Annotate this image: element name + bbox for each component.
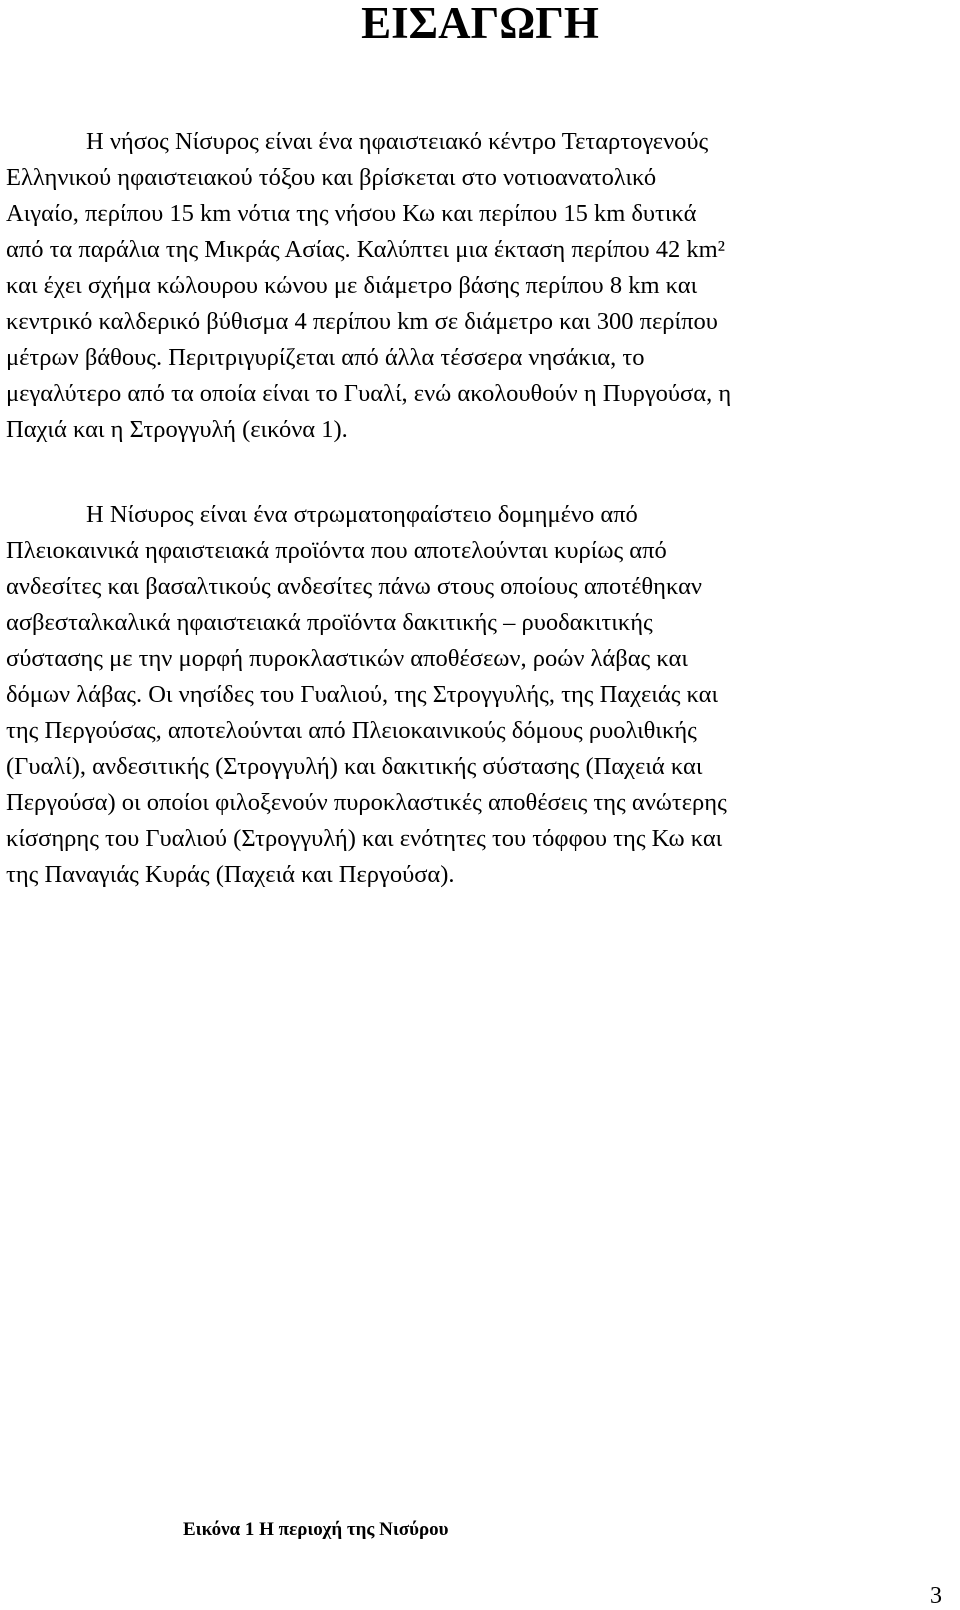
paragraph-line: και έχει σχήμα κώλουρου κώνου με διάμετρο βάσης περίπου 8 km και [6,272,698,299]
paragraph-line: Ελληνικού ηφαιστειακού τόξου και βρίσκεται στο νοτιοανατολικό [6,164,657,191]
paragraph-line: ασβεσταλκαλικά ηφαιστειακά προϊόντα δακιτικής – ρυοδακιτικής [6,609,653,636]
paragraph-line: κεντρικό καλδερικό βύθισμα 4 περίπου km σε διάμετρο και 300 περίπου [6,308,718,335]
page-title: ΕΙΣΑΓΩΓΗ [361,0,599,48]
paragraph-line: δόμων λάβας. Οι νησίδες του Γυαλιού, της Στρογγυλής, της Παχειάς και [6,681,719,708]
paragraph-line: Η Νίσυρος είναι ένα στρωματοηφαίστειο δομημένο από [86,501,638,528]
paragraph-line: μεγαλύτερο από τα οποία είναι το Γυαλί, ενώ ακολουθούν η Πυργούσα, η [6,380,732,407]
paragraph-line: Αιγαίο, περίπου 15 km νότια της νήσου Κω και περίπου 15 km δυτικά [6,200,697,227]
paragraph-line: Παχιά και η Στρογγυλή (εικόνα 1). [6,416,348,443]
paragraph-line: της Περγούσας, αποτελούνται από Πλειοκαινικούς δόμους ρυολιθικής [6,717,697,744]
paragraph-line: μέτρων βάθους. Περιτριγυρίζεται από άλλα τέσσερα νησάκια, το [6,344,645,371]
paragraph-line: (Γυαλί), ανδεσιτικής (Στρογγυλή) και δακιτικής σύστασης (Παχειά και [6,753,703,780]
paragraph-line: κίσσηρης του Γυαλιού (Στρογγυλή) και ενότητες του τόφφου της Κω και [6,825,723,852]
paragraph-intro [6,124,950,448]
paragraph-line: σύστασης με την μορφή πυροκλαστικών αποθέσεων, ροών λάβας και [6,645,688,672]
paragraph-geology [6,497,950,893]
paragraph-line: ανδεσίτες και βασαλτικούς ανδεσίτες πάνω στους οποίους αποτέθηκαν [6,573,703,600]
paragraph-line: της Παναγιάς Κυράς (Παχειά και Περγούσα). [6,861,455,888]
page-number: 3 [930,1583,942,1609]
paragraph-line: Πλειοκαινικά ηφαιστειακά προϊόντα που αποτελούνται κυρίως από [6,537,667,564]
paragraph-line: Περγούσα) οι οποίοι φιλοξενούν πυροκλαστικές αποθέσεις της ανώτερης [6,789,727,816]
figure-caption: Εικόνα 1 Η περιοχή της Νισύρου [183,1519,449,1540]
paragraph-line: Η νήσος Νίσυρος είναι ένα ηφαιστειακό κέντρο Τεταρτογενούς [86,128,709,155]
paragraph-line: από τα παράλια της Μικράς Ασίας. Καλύπτει μια έκταση περίπου 42 km² [6,236,725,263]
